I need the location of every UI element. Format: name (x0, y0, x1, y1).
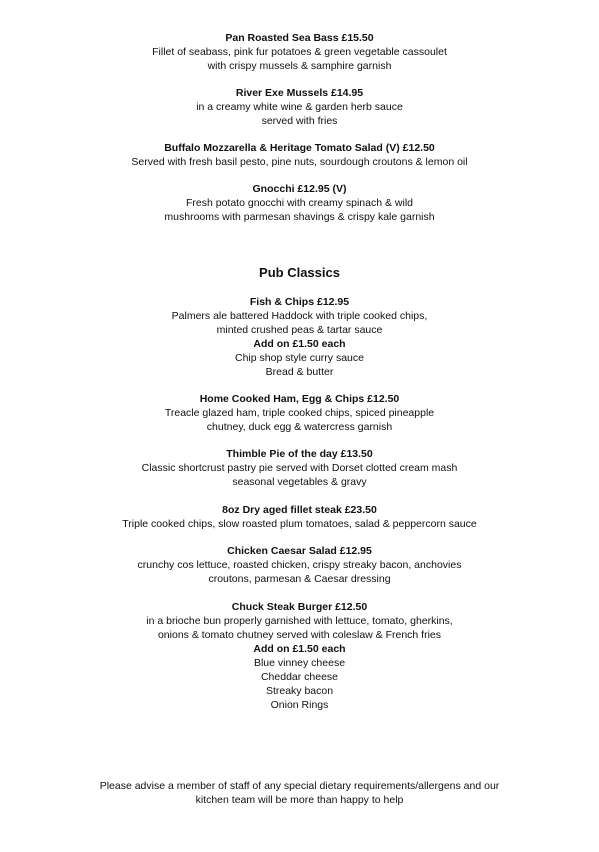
menu-item (0, 392, 599, 434)
menu-item (0, 544, 599, 586)
allergen-notice (0, 779, 599, 807)
add-on-heading: Add on £1.50 each (253, 338, 346, 350)
menu-item (0, 141, 599, 169)
section-heading-pub-classics: Pub Classics (259, 265, 340, 280)
menu-item-title: Thimble Pie of the day £13.50 (226, 448, 373, 460)
menu-item-description: Cheddar cheese (260, 671, 339, 683)
menu-item (0, 86, 599, 128)
menu-item-title: Buffalo Mozzarella & Heritage Tomato Salad (V) £12.50 (164, 142, 435, 154)
menu-item-description: minted crushed peas & tartar sauce (216, 324, 383, 336)
menu-item-description: with crispy mussels & samphire garnish (207, 60, 392, 72)
menu-item-description: Bread & butter (265, 366, 334, 378)
menu-item-title: River Exe Mussels £14.95 (235, 87, 364, 99)
allergen-notice-line: Please advise a member of staff of any special dietary requirements/allergens and our (99, 780, 500, 792)
menu-item-title: Pan Roasted Sea Bass £15.50 (225, 32, 374, 44)
menu-item-title: Chuck Steak Burger £12.50 (231, 601, 368, 613)
menu-item-description: mushrooms with parmesan shavings & crispy kale garnish (164, 211, 435, 223)
menu-item-description: Palmers ale battered Haddock with triple cooked chips, (171, 310, 428, 322)
menu-item (0, 182, 599, 224)
menu-item-description: Fresh potato gnocchi with creamy spinach & wild (185, 197, 414, 209)
allergen-notice-line: kitchen team will be more than happy to help (195, 794, 404, 806)
menu-item-description: croutons, parmesan & Caesar dressing (208, 573, 391, 585)
menu-item-title: Chicken Caesar Salad £12.95 (227, 545, 372, 557)
menu-item-title: 8oz Dry aged fillet steak £23.50 (222, 504, 377, 516)
menu-item-description: Blue vinney cheese (253, 657, 346, 669)
menu-item-title: Home Cooked Ham, Egg & Chips £12.50 (199, 393, 400, 405)
menu-item-description: in a creamy white wine & garden herb sauce (196, 101, 403, 113)
menu-item (0, 600, 599, 712)
menu-item (0, 31, 599, 73)
menu-item-description: Treacle glazed ham, triple cooked chips, spiced pineapple (164, 407, 435, 419)
menu-item-description: Chip shop style curry sauce (235, 352, 364, 364)
menu-item-description: onions & tomato chutney served with coleslaw & French fries (157, 629, 442, 641)
menu-item-description: Fillet of seabass, pink fur potatoes & green vegetable cassoulet (152, 46, 447, 58)
menu-item-description: Classic shortcrust pastry pie served with Dorset clotted cream mash (141, 462, 458, 474)
menu-item-description: seasonal vegetables & gravy (232, 476, 367, 488)
menu-item-description: served with fries (261, 115, 338, 127)
menu-item-description: in a brioche bun properly garnished with lettuce, tomato, gherkins, (146, 615, 453, 627)
menu-item-description: crunchy cos lettuce, roasted chicken, crispy streaky bacon, anchovies (137, 559, 462, 571)
menu-item-description: Served with fresh basil pesto, pine nuts, sourdough croutons & lemon oil (131, 156, 468, 168)
menu-item (0, 295, 599, 379)
menu-item-description: chutney, duck egg & watercress garnish (206, 421, 393, 433)
menu-item (0, 447, 599, 489)
menu-item-description: Onion Rings (270, 699, 329, 711)
menu-item (0, 503, 599, 531)
menu-item-title: Gnocchi £12.95 (V) (252, 183, 347, 195)
menu-item-description: Triple cooked chips, slow roasted plum tomatoes, salad & peppercorn sauce (122, 518, 477, 530)
add-on-heading: Add on £1.50 each (253, 643, 346, 655)
menu-item-description: Streaky bacon (265, 685, 334, 697)
menu-item-title: Fish & Chips £12.95 (249, 296, 350, 308)
